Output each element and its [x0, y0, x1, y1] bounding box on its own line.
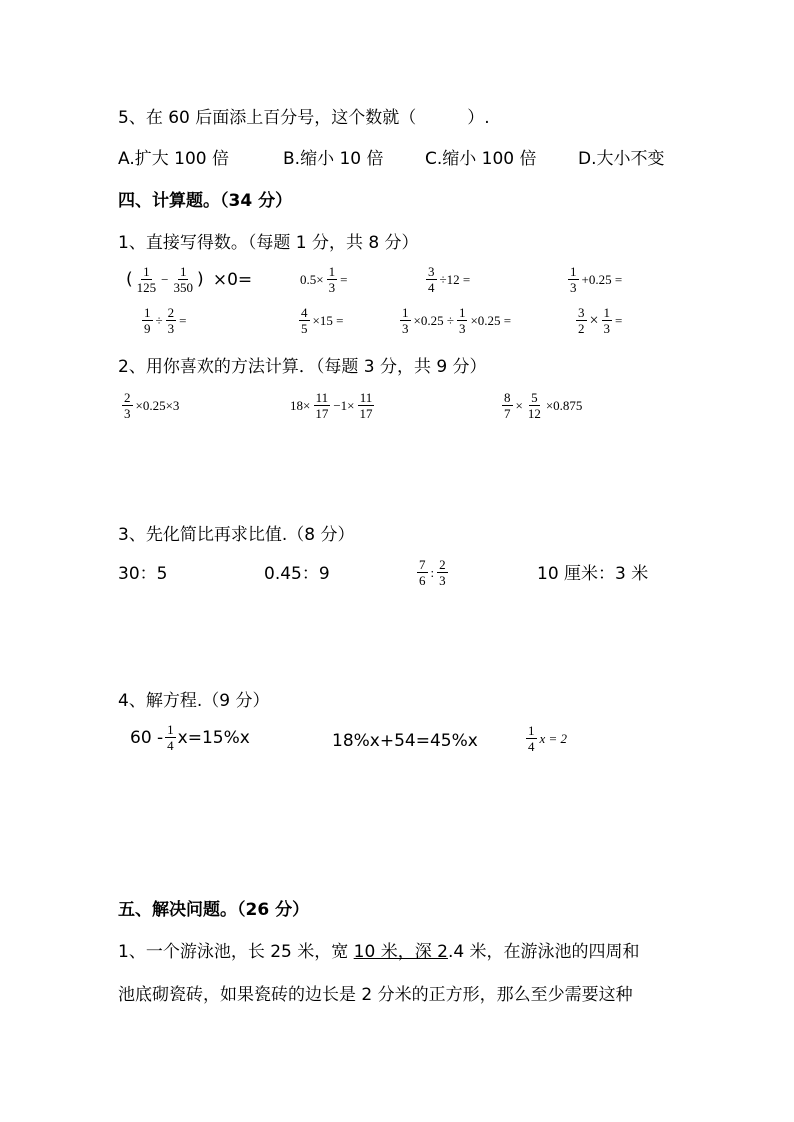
- calc-item-8: $\frac{3}{2}$ × $\frac{1}{3}$ =: [578, 305, 623, 336]
- equation-3: $\frac{1}{4}$ x = 2: [528, 723, 568, 754]
- ratio-item-4: 10 厘米：3 米: [537, 564, 649, 584]
- calc-item-2: 0.5× $\frac{1}{3}$ =: [300, 264, 348, 295]
- part-1-title: 1、直接写得数。（每题 1 分，共 8 分）: [118, 233, 419, 253]
- section-5-title: 五、解决问题。（26 分）: [118, 900, 310, 920]
- part-3-title: 3、先化简比再求比值.（8 分）: [118, 525, 355, 545]
- ratio-item-1: 30：5: [118, 564, 168, 584]
- q5-option-a: A.扩大 100 倍: [118, 149, 229, 169]
- calc2-item-2: 18× $\frac{11}{17}$ −1× $\frac{11}{17}$: [290, 390, 373, 421]
- equation-1: 60 - $\frac{1}{4}$ x=15%x: [130, 722, 250, 753]
- q5-option-d: D.大小不变: [578, 149, 665, 169]
- q5-option-c: C.缩小 100 倍: [425, 149, 537, 169]
- calc-item-7: $\frac{1}{3}$ ×0.25 ÷ $\frac{1}{3}$ ×0.25 =: [402, 305, 512, 336]
- calc2-item-3: $\frac{8}{7}$ × $\frac{5}{12}$ ×0.875: [504, 390, 583, 421]
- part-2-title: 2、用你喜欢的方法计算．（每题 3 分，共 9 分）: [118, 357, 487, 377]
- section-4-title: 四、计算题。（34 分）: [118, 191, 293, 211]
- part-4-title: 4、解方程.（9 分）: [118, 691, 270, 711]
- q5-prompt: 5、在 60 后面添上百分号，这个数就（ ）.: [118, 108, 490, 128]
- ratio-item-3: $\frac{7}{6}$ : $\frac{2}{3}$: [419, 557, 446, 588]
- calc-item-4: $\frac{1}{3}$ +0.25 =: [570, 264, 623, 295]
- problem-1-line-2: 池底砌瓷砖，如果瓷砖的边长是 2 分米的正方形，那么至少需要这种: [118, 985, 633, 1005]
- ratio-item-2: 0.45：9: [264, 564, 330, 584]
- calc-item-1: ( $\frac{1}{125}$ − $\frac{1}{350}$ ) ×0=: [126, 264, 253, 295]
- calc2-item-1: $\frac{2}{3}$ ×0.25×3: [124, 390, 180, 421]
- calc-item-5: $\frac{1}{9}$ ÷ $\frac{2}{3}$ =: [144, 305, 187, 336]
- calc-item-3: $\frac{3}{4}$ ÷12 =: [428, 264, 471, 295]
- problem-1-line-1: 1、一个游泳池，长 25 米，宽 10 米，深 2.4 米，在游泳池的四周和: [118, 942, 640, 962]
- calc-item-6: $\frac{4}{5}$ ×15 =: [301, 305, 344, 336]
- equation-2: 18%x+54=45%x: [332, 731, 478, 751]
- q5-option-b: B.缩小 10 倍: [283, 149, 384, 169]
